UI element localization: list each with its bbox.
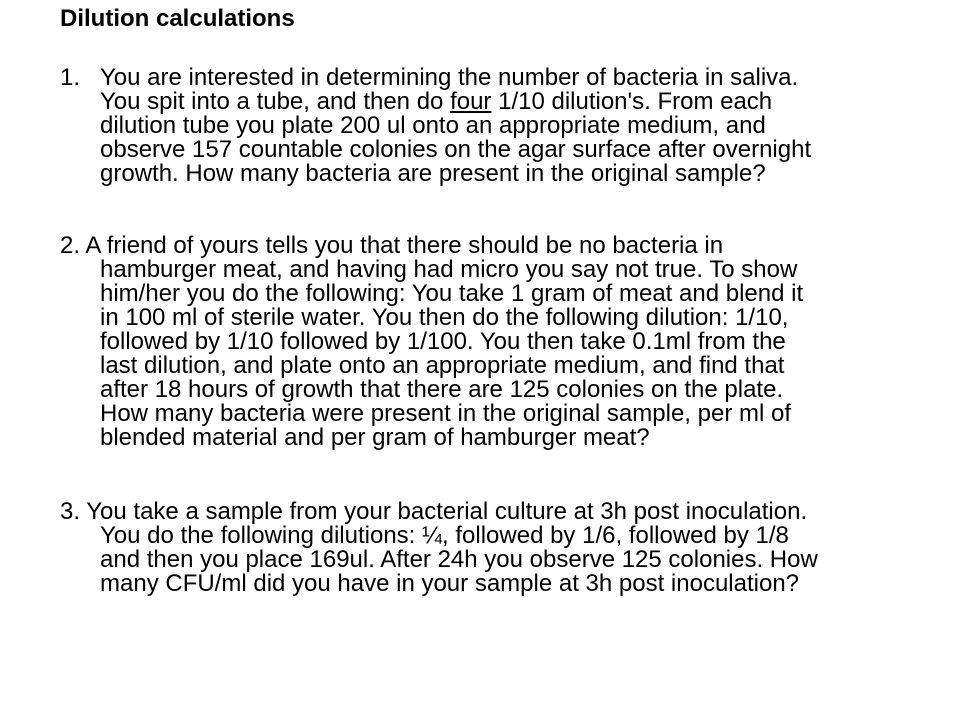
slide-title: Dilution calculations xyxy=(60,5,295,32)
question-3: 3. You take a sample from your bacterial culture at 3h post inoculation. You do the following dilutions: ¼, followed by 1/6, followed by 1/8 and then you place 169ul. After 24h you observe 125 colonies. How many CFU/ml did you have in your sample at 3h post inoculation? xyxy=(60,498,818,597)
question-1-text-before: You are interested in determining the number of bacteria in saliva. You spit into a tube, and then do xyxy=(100,64,799,115)
question-1 xyxy=(60,66,930,186)
question-1-text-after: 1/10 dilution's. From each dilution tube you plate 200 ul onto an appropriate medium, and observe 157 countable colonies on the agar surface after overnight growth. How many bacteria are present in the original sample? xyxy=(100,88,812,187)
question-2: 2. A friend of yours tells you that there should be no bacteria in hamburger meat, and having had micro you say not true. To show him/her you do the following: You take 1 gram of meat and blend it in 100 ml of sterile water. You then do the following dilution: 1/10, followed by 1/10 followed by 1/100. You then take 0.1ml from the last dilution, and plate onto an appropriate medium, and find that after 18 hours of growth that there are 125 colonies on the plate. How many bacteria were present in the original sample, per ml of blended material and per gram of hamburger meat? xyxy=(60,232,804,451)
question-1-underlined-word: four xyxy=(450,88,492,115)
question-1-number: 1. xyxy=(60,64,81,91)
